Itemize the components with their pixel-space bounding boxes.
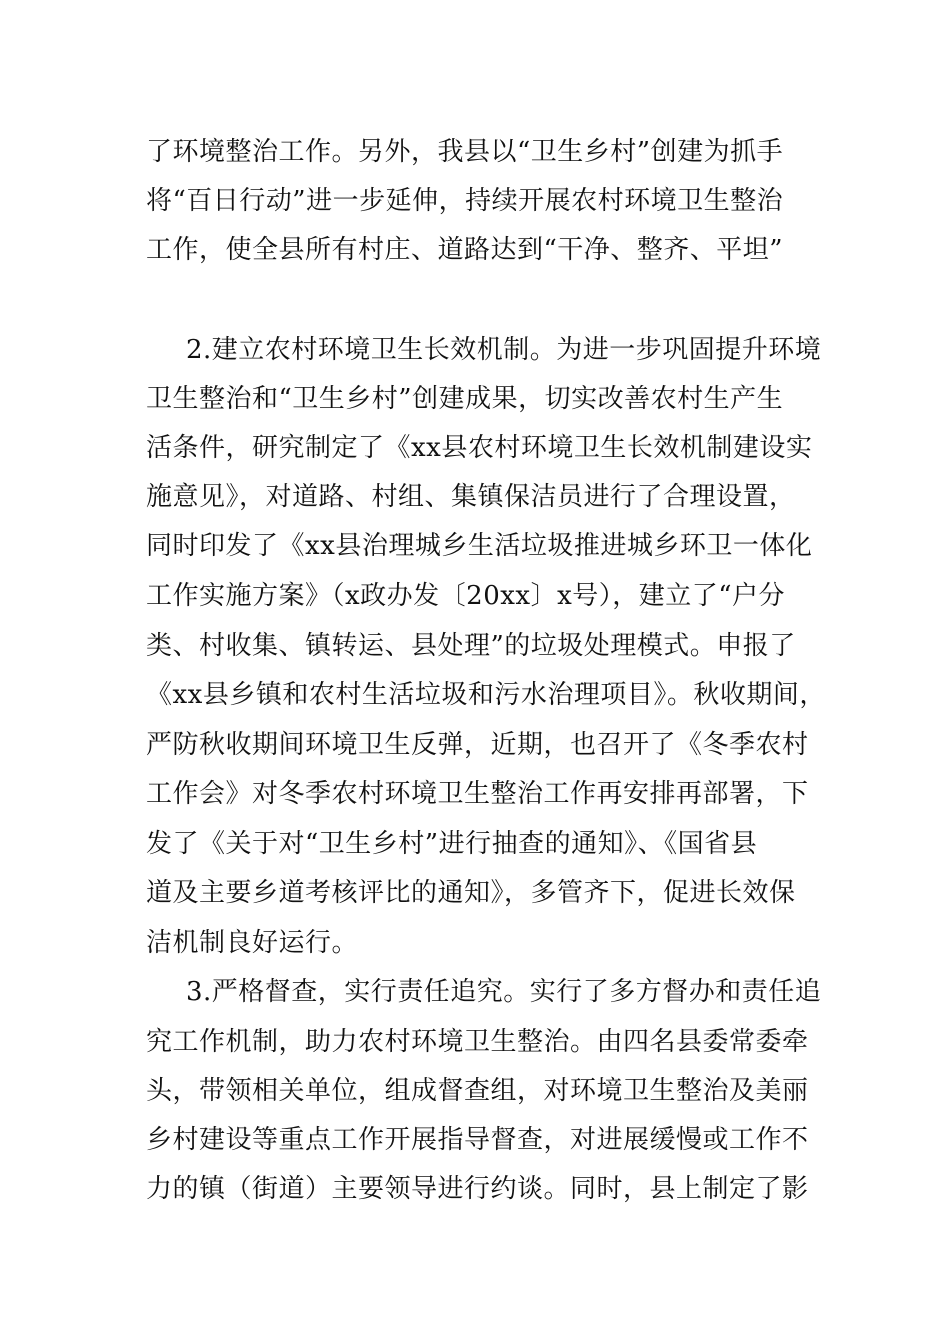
p2-line-1: 2.建立农村环境卫生长效机制。为进一步巩固提升环境	[186, 335, 822, 365]
p1-line-2: 将“百日行动”进一步延伸，持续开展农村环境卫生整治	[146, 186, 784, 216]
p1-line-3: 工作，使全县所有村庄、道路达到“干净、整齐、平坦”	[146, 235, 784, 265]
p2-line-13: 洁机制良好运行。	[146, 928, 359, 958]
p2-line-12: 道及主要乡道考核评比的通知》，多管齐下，促进长效保	[146, 878, 796, 908]
p2-line-4: 施意见》，对道路、村组、集镇保洁员进行了合理设置，	[146, 482, 796, 512]
p2-line-11: 发了《关于对“卫生乡村”进行抽查的通知》、《国省县	[146, 829, 758, 859]
p2-line-5: 同时印发了《xx县治理城乡生活垃圾推进城乡环卫一体化	[146, 531, 813, 561]
p3-line-3: 头，带领相关单位，组成督查组，对环境卫生整治及美丽	[146, 1076, 809, 1106]
p2-line-10: 工作会》对冬季农村环境卫生整治工作再安排再部署，下	[146, 779, 809, 809]
p3-line-4: 乡村建设等重点工作开展指导督查，对进展缓慢或工作不	[146, 1125, 809, 1155]
p1-line-1: 了环境整治工作。另外，我县以“卫生乡村”创建为抓手	[146, 137, 784, 167]
p3-line-2: 究工作机制，助力农村环境卫生整治。由四名县委常委牵	[146, 1027, 809, 1057]
p2-line-2: 卫生整治和“卫生乡村”创建成果，切实改善农村生产生	[146, 384, 784, 414]
p3-line-5: 力的镇（街道）主要领导进行约谈。同时，县上制定了影	[146, 1174, 809, 1204]
p2-line-9: 严防秋收期间环境卫生反弹，近期，也召开了《冬季农村	[146, 730, 809, 760]
p2-line-7: 类、村收集、镇转运、县处理”的垃圾处理模式。申报了	[146, 631, 796, 661]
p2-line-3: 活条件，研究制定了《xx县农村环境卫生长效机制建设实	[146, 433, 813, 463]
p3-line-1: 3.严格督查，实行责任追究。实行了多方督办和责任追	[186, 977, 822, 1007]
p2-line-6: 工作实施方案》（x政办发〔20xx〕x号），建立了“户分	[146, 581, 786, 611]
p2-line-8: 《xx县乡镇和农村生活垃圾和污水治理项目》。秋收期间，	[146, 680, 826, 710]
